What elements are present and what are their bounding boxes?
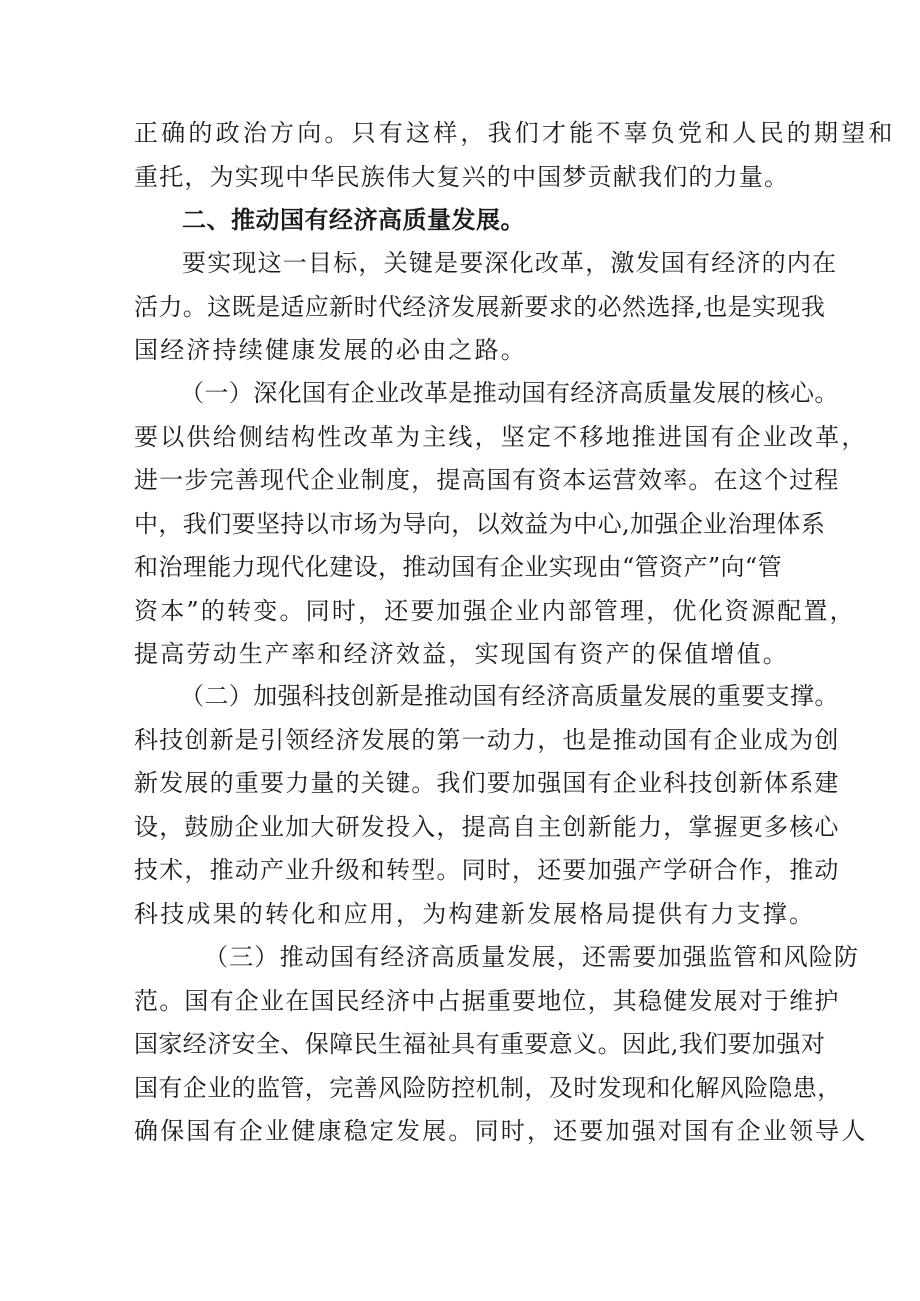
text-line: 正确的政治方向。只有这样，我们才能不辜负党和人民的期望和: [134, 119, 896, 147]
text-line: 和治理能力现代化建设，推动国有企业实现由“管资产”向“管: [134, 553, 783, 581]
text-line: 重托，为实现中华民族伟大复兴的中国梦贡献我们的力量。: [134, 162, 790, 191]
text-line: 活力。这既是适应新时代经济发展新要求的必然选择,也是实现我: [134, 292, 826, 321]
paragraph-point-three: [134, 936, 868, 1154]
text-line: （一）深化国有企业改革是推动国有经济高质量发展的核心。: [180, 379, 839, 407]
text-line: 范。国有企业在国民经济中占据重要地位，其稳健发展对于维护: [134, 986, 840, 1015]
text-line: 新发展的重要力量的关键。我们要加强国有企业科技创新体系建: [134, 769, 840, 797]
text-line: （二）加强科技创新是推动国有经济高质量发展的重要支撑。: [180, 682, 839, 710]
paragraph-section-intro: [134, 242, 838, 373]
text-line: （三）推动国有经济高质量发展，还需要加强监管和风险防: [204, 943, 860, 971]
text-line: 国经济持续健康发展的必由之路。: [134, 336, 527, 364]
text-line: 设，鼓励企业加大研发投入，提高自主创新能力，掌握更多核心: [134, 812, 840, 841]
text-line: 要以供给侧结构性改革为主线，坚定不移地推进国有企业改革，: [134, 422, 868, 451]
text-line: 确保国有企业健康稳定发展。同时，还要加强对国有企业领导人: [134, 1117, 868, 1145]
text-line: 资本”的转变。同时，还要加强企业内部管理，优化资源配置，: [134, 596, 856, 625]
text-line: 要实现这一目标，关键是要深化改革，激发国有经济的内在: [182, 249, 838, 277]
heading-text: 二、推动国有经济高质量发展。: [182, 206, 525, 234]
paragraph-point-two: [134, 675, 840, 936]
paragraph-intro-continuation: [134, 112, 896, 199]
section-heading: [134, 199, 796, 243]
paragraph-point-one: [134, 372, 868, 677]
text-line: 中，我们要坚持以市场为导向，以效益为中心,加强企业治理体系: [134, 509, 826, 538]
text-line: 国家经济安全、保障民生福祉具有重要意义。因此,我们要加强对: [134, 1030, 826, 1058]
text-line: 科技创新是引领经济发展的第一动力，也是推动国有企业成为创: [134, 725, 840, 754]
text-line: 进一步完善现代企业制度，提高国有资本运营效率。在这个过程: [134, 466, 840, 494]
text-line: 技术，推动产业升级和转型。同时，还要加强产学研合作，推动: [134, 856, 840, 884]
text-line: 提高劳动生产率和经济效益，实现国有资产的保值增值。: [134, 640, 789, 668]
text-line: 国有企业的监管，完善风险防控机制，及时发现和化解风险隐患，: [134, 1073, 842, 1102]
text-line: 科技成果的转化和应用，为构建新发展格局提供有力支撑。: [134, 899, 816, 928]
